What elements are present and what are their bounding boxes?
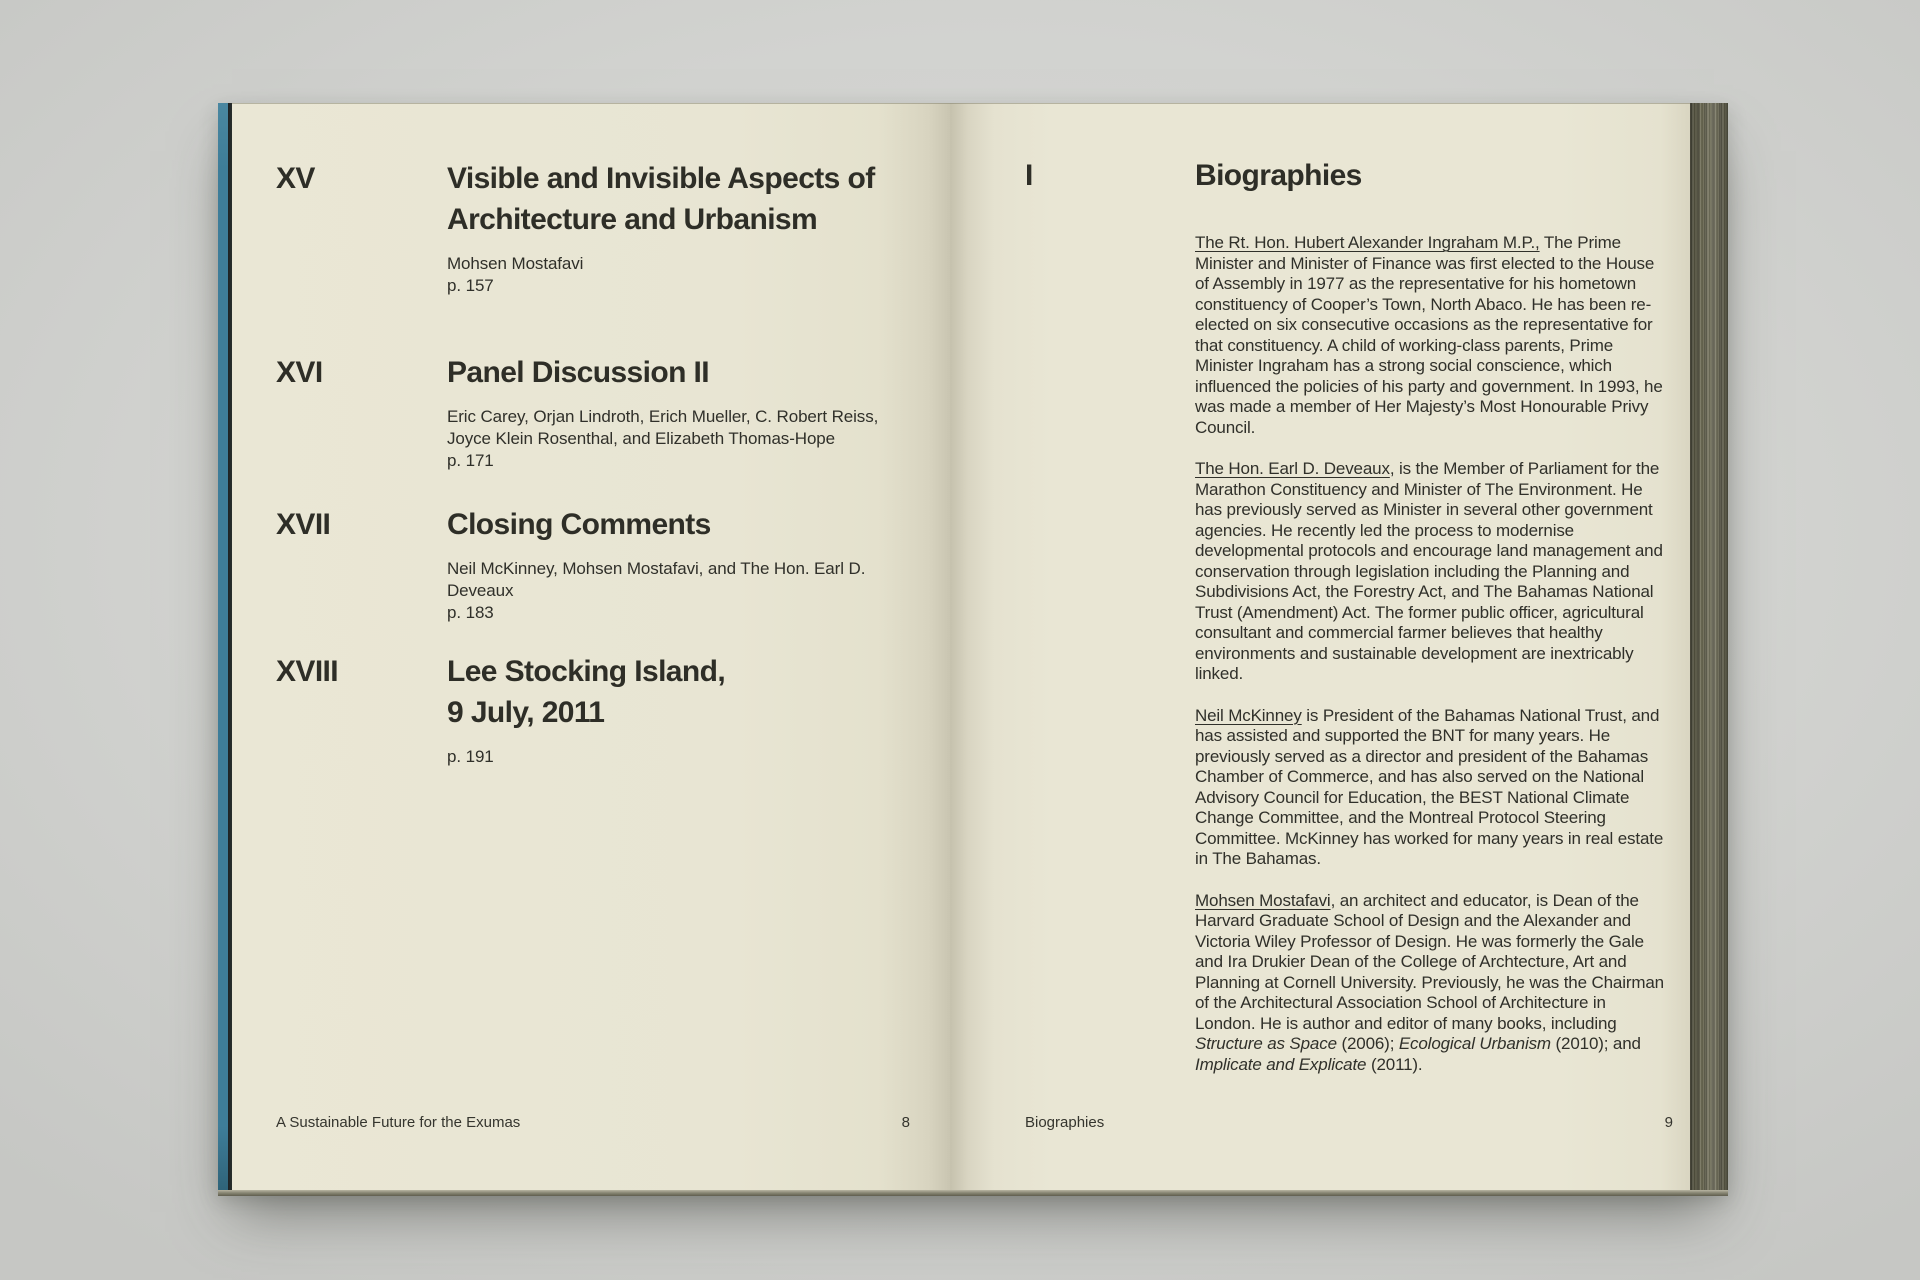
title-line: 9 July, 2011 <box>447 696 605 729</box>
footer-book-title: A Sustainable Future for the Exumas <box>276 1114 521 1131</box>
toc-entry-page-ref: p. 183 <box>447 603 494 622</box>
bio-work-title: Implicate and Explicate <box>1195 1054 1367 1074</box>
left-page-footer <box>276 1114 910 1132</box>
toc-entry-page-ref: p. 157 <box>447 276 494 295</box>
bio-name: Neil McKinney <box>1195 705 1302 725</box>
title-line: Lee Stocking Island, <box>447 655 726 688</box>
bio-name: The Hon. Earl D. Deveaux <box>1195 459 1390 478</box>
bio-name: Mohsen Mostafavi <box>1195 890 1331 910</box>
toc-entry-page-ref: p. 191 <box>447 747 494 766</box>
left-page <box>232 103 950 1192</box>
toc-entry-numeral: XVII <box>276 508 331 541</box>
toc-entry-xvii <box>276 504 916 624</box>
author-line: Neil McKinney, Mohsen Mostafavi, and The Hon. Earl D. Deveaux <box>447 559 866 600</box>
toc-entry-xv <box>276 158 916 297</box>
author-line: Mohsen Mostafavi <box>447 254 584 273</box>
footer-page-number: 9 <box>1664 1114 1673 1131</box>
toc-entry-xviii <box>276 651 916 768</box>
right-page-footer <box>1025 1114 1673 1132</box>
section-heading: Biographies <box>1195 159 1362 192</box>
author-line: Eric Carey, Orjan Lindroth, Erich Mueller, C. Robert Reiss, <box>447 407 879 426</box>
bio-text: is President of the Bahamas National Trust, and has assisted and supported the BNT for many years. He previously served as a director and president of the Bahamas Chamber of Commerce, and has also served on the National Advisory Council for Education, the BEST National Climate Change Committee, and the Montreal Protocol Steering Committee. McKinney has worked for many years in real estate in The Bahamas. <box>1195 705 1664 868</box>
bio-name: The Rt. Hon. Hubert Alexander Ingraham M.P., <box>1195 233 1540 252</box>
open-book <box>218 103 1728 1192</box>
toc-entry-meta <box>447 558 916 624</box>
right-page <box>950 103 1690 1192</box>
footer-section-title: Biographies <box>1025 1114 1105 1131</box>
bio-text: (2010); and <box>1550 1034 1641 1053</box>
bio-work-title: Ecological Urbanism <box>1398 1034 1551 1053</box>
bio-work-title: Structure as Space <box>1195 1034 1337 1053</box>
toc-entry-page-ref: p. 171 <box>447 451 494 470</box>
page-edges <box>1690 103 1728 1192</box>
bio-text: (2006); <box>1336 1034 1399 1053</box>
bio-text: The Prime Minister and Minister of Finance was first elected to the House of Assembly in 1977 as the representative for his hometown constituency of Cooper’s Town, North Abaco. He has been re-elected on six consecutive occasions as the representative for that constituency. A child of working-class parents, Prime Minister Ingraham has a strong social conscience, which influenced the policies of his party and government. In 1993, he was made a member of Her Majesty’s Most Honourable Privy Council. <box>1195 233 1663 437</box>
bio-paragraph-ingraham <box>1195 233 1670 438</box>
footer-page-number: 8 <box>901 1114 910 1131</box>
title-line: Closing Comments <box>447 508 711 541</box>
toc-entry-title <box>447 504 916 545</box>
bio-text: (2011). <box>1366 1054 1423 1074</box>
section-numeral: I <box>1025 159 1033 192</box>
title-line: Panel Discussion II <box>447 356 710 389</box>
toc-entry-xvi <box>276 352 916 472</box>
toc-entry-numeral: XV <box>276 162 315 195</box>
toc-entry-numeral: XVI <box>276 356 323 389</box>
bio-paragraph-deveaux <box>1195 459 1670 685</box>
bio-paragraph-mckinney <box>1195 706 1670 870</box>
bio-text: , is the Member of Parliament for the Marathon Constituency and Minister of The Environment. He has previously served as Minister in several other government agencies. He recently led the process to modernise developmental protocols and encourage land management and conservation through legislation including the Planning and Subdivisions Act, the Forestry Act, and The Bahamas National Trust (Amendment) Act. The former public officer, agricultural consultant and commercial farmer believes that healthy environments and sustainable development are inextricably linked. <box>1195 459 1663 683</box>
toc-entry-meta <box>447 406 916 472</box>
bio-paragraph-mostafavi <box>1195 891 1670 1076</box>
title-line: Architecture and Urbanism <box>447 203 818 236</box>
book-cover-spine <box>218 103 228 1192</box>
toc-entry-meta <box>447 253 916 297</box>
author-line: Joyce Klein Rosenthal, and Elizabeth Thomas-Hope <box>447 429 836 448</box>
bio-text: , an architect and educator, is Dean of the Harvard Graduate School of Design and the Alexander and Victoria Wiley Professor of Design. He was formerly the Gale and Ira Drukier Dean of the College of Archtecture, Art and Planning at Cornell University. Previously, he was the Chairman of the Architectural Association School of Architecture in London. He is author and editor of many books, including <box>1195 890 1664 1033</box>
toc-entry-title <box>447 158 916 240</box>
toc-entry-title <box>447 352 916 393</box>
toc-entry-meta <box>447 746 916 768</box>
title-line: Visible and Invisible Aspects of <box>447 162 875 195</box>
toc-entry-numeral: XVIII <box>276 655 339 688</box>
bio-column <box>1195 233 1670 1096</box>
toc-entry-title <box>447 651 916 733</box>
